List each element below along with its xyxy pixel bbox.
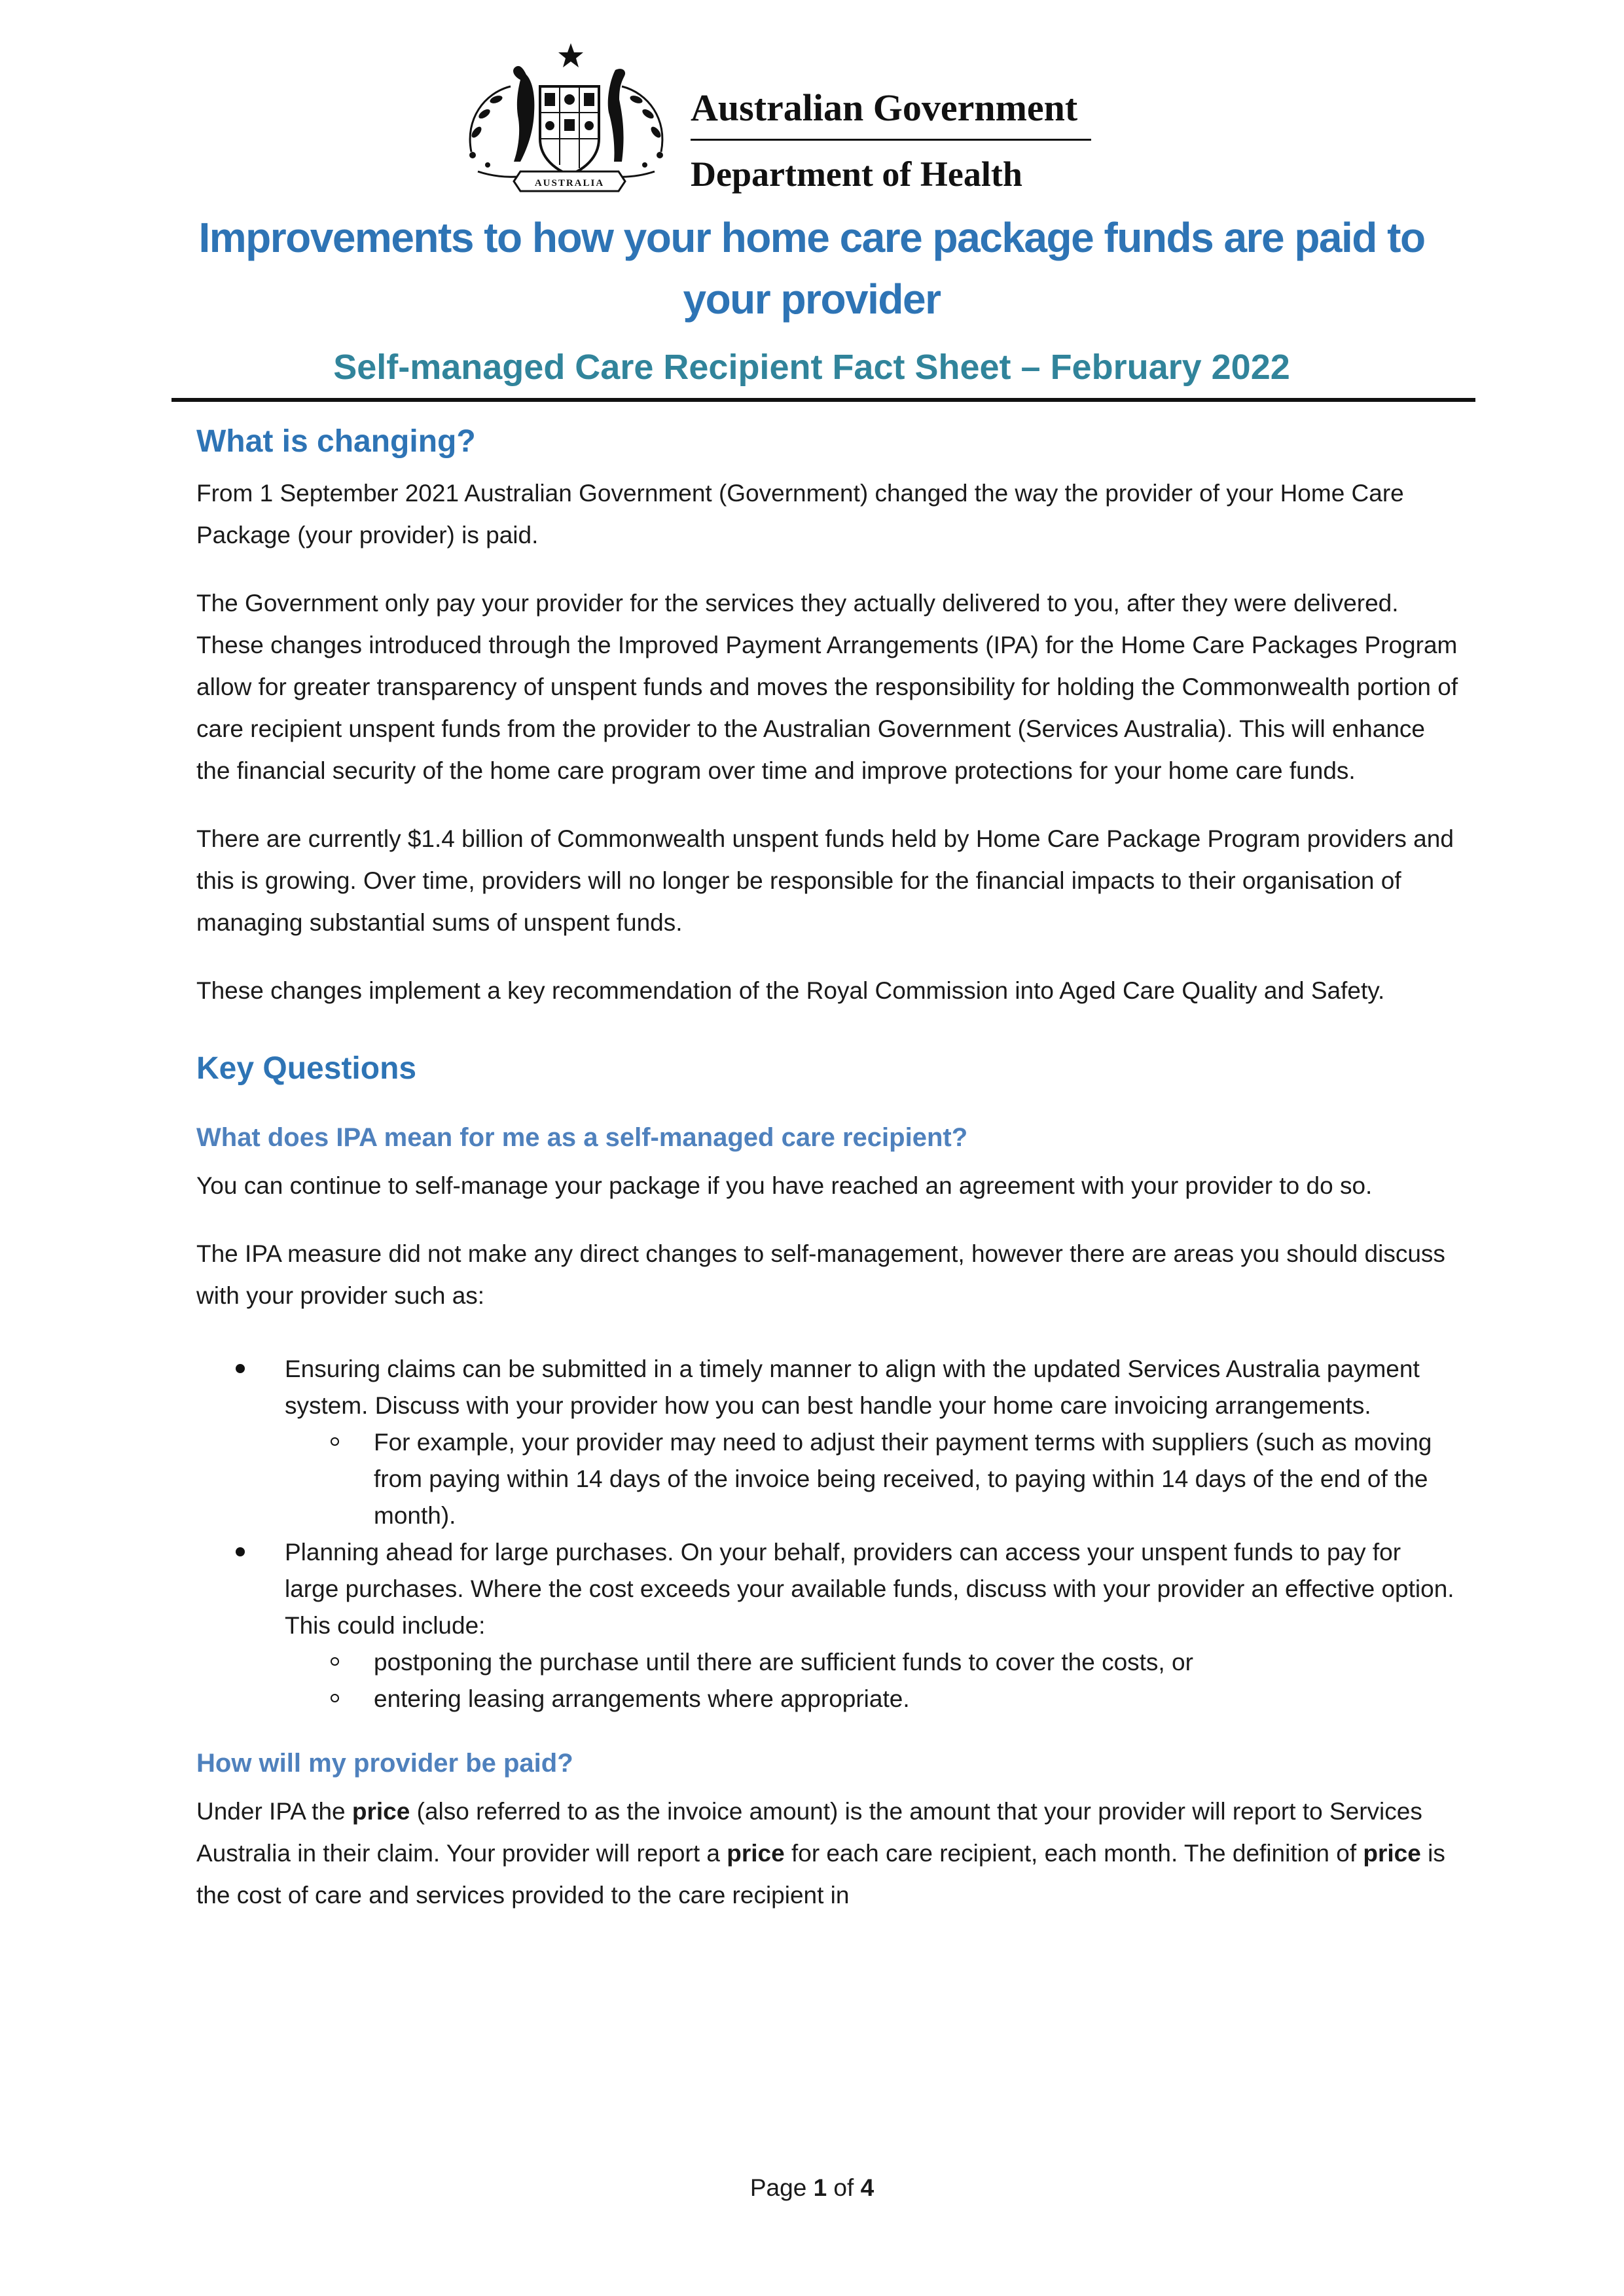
sub-list-item-text: entering leasing arrangements where appropriate.	[374, 1685, 910, 1712]
page-of-label: of	[833, 2174, 854, 2201]
sub-list-item-text: For example, your provider may need to adjust their payment terms with suppliers (such as moving from paying within 14 days of the invoice being received, to paying within 14 days of the end of the month).	[374, 1429, 1432, 1529]
page-number: 1	[813, 2174, 827, 2201]
text-segment: is the cost of care and services provided to the care recipient in	[196, 1840, 1445, 1909]
term-price: price	[352, 1798, 410, 1825]
heading-question-self-managed: What does IPA mean for me as a self-managed care recipient?	[196, 1123, 968, 1152]
page-title: Improvements to how your home care package funds are paid to your provider	[198, 214, 1425, 323]
paragraph: You can continue to self-manage your package if you have reached an agreement with your provider to do so.	[196, 1172, 1373, 1199]
heading-key-questions: Key Questions	[196, 1051, 417, 1086]
coat-of-arms-icon	[458, 41, 674, 204]
text-segment: for each care recipient, each month. The definition of	[784, 1840, 1363, 1867]
paragraph-price-definition	[196, 1791, 1460, 1916]
page-label: Page	[749, 2174, 807, 2201]
text-segment: (also referred to as the invoice amount) is the amount that your provider will report to Services Australia in their claim. Your provider will report a	[196, 1798, 1422, 1867]
bullet-icon	[236, 1547, 245, 1556]
hollow-bullet-icon	[331, 1437, 339, 1446]
page-footer	[0, 2172, 1624, 2204]
government-name: Australian Government	[691, 86, 1078, 129]
crest-scroll-text: AUSTRALIA	[534, 178, 605, 188]
bullet-icon	[236, 1364, 245, 1373]
list-item-text: Ensuring claims can be submitted in a timely manner to align with the updated Services Australia payment system. Discuss with your provider how you can best handle your home care invoicing arrangements.	[285, 1355, 1420, 1419]
branding-divider	[691, 139, 1091, 141]
term-price: price	[727, 1840, 785, 1867]
sub-list-item	[285, 1644, 1460, 1681]
hollow-bullet-icon	[331, 1657, 339, 1666]
hollow-bullet-icon	[331, 1694, 339, 1702]
sub-list-item-text: postponing the purchase until there are sufficient funds to cover the costs, or	[374, 1649, 1193, 1676]
heading-question-provider-paid: How will my provider be paid?	[196, 1749, 573, 1778]
paragraph: From 1 September 2021 Australian Government (Government) changed the way the provider of your Home Care Package (your provider) is paid.	[196, 480, 1404, 548]
list-item	[196, 1351, 1460, 1534]
paragraph: The Government only pay your provider for the services they actually delivered to you, after they were delivered. These changes introduced through the Improved Payment Arrangements (IPA) for the Home Care Packages Program allow for greater transparency of unspent funds and moves the responsibility for holding the Commonwealth portion of care recipient unspent funds from the provider to the Australian Government (Services Australia). This will enhance the financial security of the home care program over time and improve protections for your home care funds.	[196, 590, 1458, 784]
sub-list-item	[285, 1681, 1460, 1717]
sub-list	[285, 1424, 1460, 1534]
term-price: price	[1363, 1840, 1421, 1867]
page-subtitle: Self-managed Care Recipient Fact Sheet – February 2022	[333, 348, 1290, 387]
list-item	[196, 1534, 1460, 1717]
paragraph: These changes implement a key recommendation of the Royal Commission into Aged Care Quality and Safety.	[196, 977, 1385, 1004]
page-total: 4	[860, 2174, 875, 2201]
list-item-text: Planning ahead for large purchases. On your behalf, providers can access your unspent funds to pay for large purchases. Where the cost exceeds your available funds, discuss with your provider an effective option. This could include:	[285, 1539, 1454, 1639]
paragraph: The IPA measure did not make any direct changes to self-management, however there are areas you should discuss with your provider such as:	[196, 1240, 1445, 1309]
title-divider	[171, 398, 1475, 402]
text-segment: Under IPA the	[196, 1798, 352, 1825]
sub-list	[285, 1644, 1460, 1717]
government-branding	[691, 85, 1096, 196]
sub-list-item	[285, 1424, 1460, 1534]
department-name: Department of Health	[691, 154, 1022, 194]
paragraph: There are currently $1.4 billion of Commonwealth unspent funds held by Home Care Package Program providers and this is growing. Over time, providers will no longer be responsible for the financial impacts to their organisation of managing substantial sums of unspent funds.	[196, 825, 1454, 936]
heading-what-is-changing: What is changing?	[196, 424, 476, 459]
document-body	[196, 419, 1460, 1916]
bullet-list	[196, 1351, 1460, 1717]
